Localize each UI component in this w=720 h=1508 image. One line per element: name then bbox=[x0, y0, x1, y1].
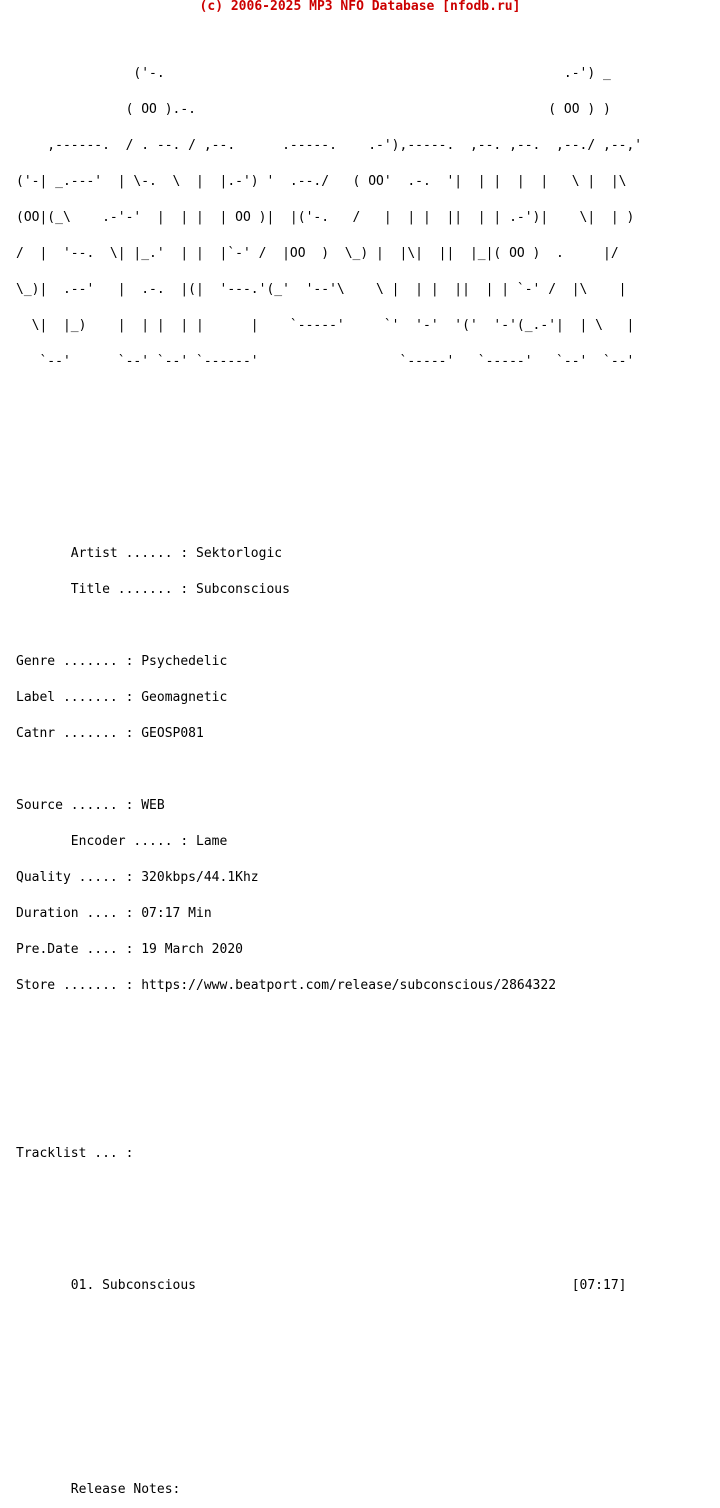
blank-line bbox=[16, 764, 642, 776]
ascii-art-line: \| |_) | | | | | | `-----' `' '-' '(' '-'(_.-'| | \ | bbox=[16, 318, 635, 333]
blank-line bbox=[16, 1100, 642, 1112]
ascii-art-line: ( OO ).-. ( OO ) ) bbox=[16, 102, 611, 117]
track-line: 01. Subconscious [07:17] bbox=[16, 1278, 627, 1293]
nfodb-copyright-header: (c) 2006-2025 MP3 NFO Database [nfodb.ru] bbox=[199, 0, 521, 14]
release-notes-heading: Release Notes: bbox=[16, 1482, 181, 1497]
blank-line bbox=[16, 428, 642, 440]
encoder-line: Encoder ..... : Lame bbox=[16, 834, 228, 849]
ascii-art-line: ('-. .-') _ bbox=[16, 66, 611, 81]
store-line: Store ....... : https://www.beatport.com/release/subconscious/2864322 bbox=[16, 978, 557, 993]
source-line: Source ...... : WEB bbox=[16, 798, 165, 813]
nfo-content bbox=[16, 20, 642, 1508]
catnr-line: Catnr ....... : GEOSP081 bbox=[16, 726, 204, 741]
genre-line: Genre ....... : Psychedelic bbox=[16, 654, 228, 669]
blank-line bbox=[16, 464, 642, 476]
ascii-art-line: (OO|(_\ .-'-' | | | | OO )| |('-. / | | | || | | .-')| \| | ) bbox=[16, 210, 635, 225]
duration-line: Duration .... : 07:17 Min bbox=[16, 906, 212, 921]
ascii-art-logo bbox=[16, 44, 642, 392]
ascii-art-line: \_)| .--' | .-. |(| '---.'(_' '--'\ \ | | | || | | `-' / |\ | bbox=[16, 282, 627, 297]
blank-line bbox=[16, 1232, 642, 1244]
ascii-art-line: `--' `--' `--' `------' `-----' `-----' `--' `--' bbox=[16, 354, 635, 369]
artist-line: Artist ...... : Sektorlogic bbox=[16, 546, 283, 561]
blank-line bbox=[16, 620, 642, 632]
ascii-art-line: / | '--. \| |_.' | | |`-' / |OO ) \_) | |\| || |_|( OO ) . |/ bbox=[16, 246, 619, 261]
blank-line bbox=[16, 1436, 642, 1448]
ascii-art-line: ('-| _.---' | \-. \ | |.-') ' .--./ ( OO' .-. '| | | | | \ | |\ bbox=[16, 174, 627, 189]
blank-line bbox=[16, 1064, 642, 1076]
blank-line bbox=[16, 1196, 642, 1208]
quality-line: Quality ..... : 320kbps/44.1Khz bbox=[16, 870, 259, 885]
blank-line bbox=[16, 500, 642, 512]
tracklist-heading: Tracklist ... : bbox=[16, 1146, 134, 1161]
blank-line bbox=[16, 1364, 642, 1376]
blank-line bbox=[16, 1400, 642, 1412]
ascii-art-line: ,------. / . --. / ,--. .-----. .-'),-----. ,--. ,--. ,--./ ,--,' bbox=[16, 138, 643, 153]
title-line: Title ....... : Subconscious bbox=[16, 582, 290, 597]
blank-line bbox=[16, 1328, 642, 1340]
blank-line bbox=[16, 1028, 642, 1040]
predate-line: Pre.Date .... : 19 March 2020 bbox=[16, 942, 243, 957]
label-line: Label ....... : Geomagnetic bbox=[16, 690, 228, 705]
